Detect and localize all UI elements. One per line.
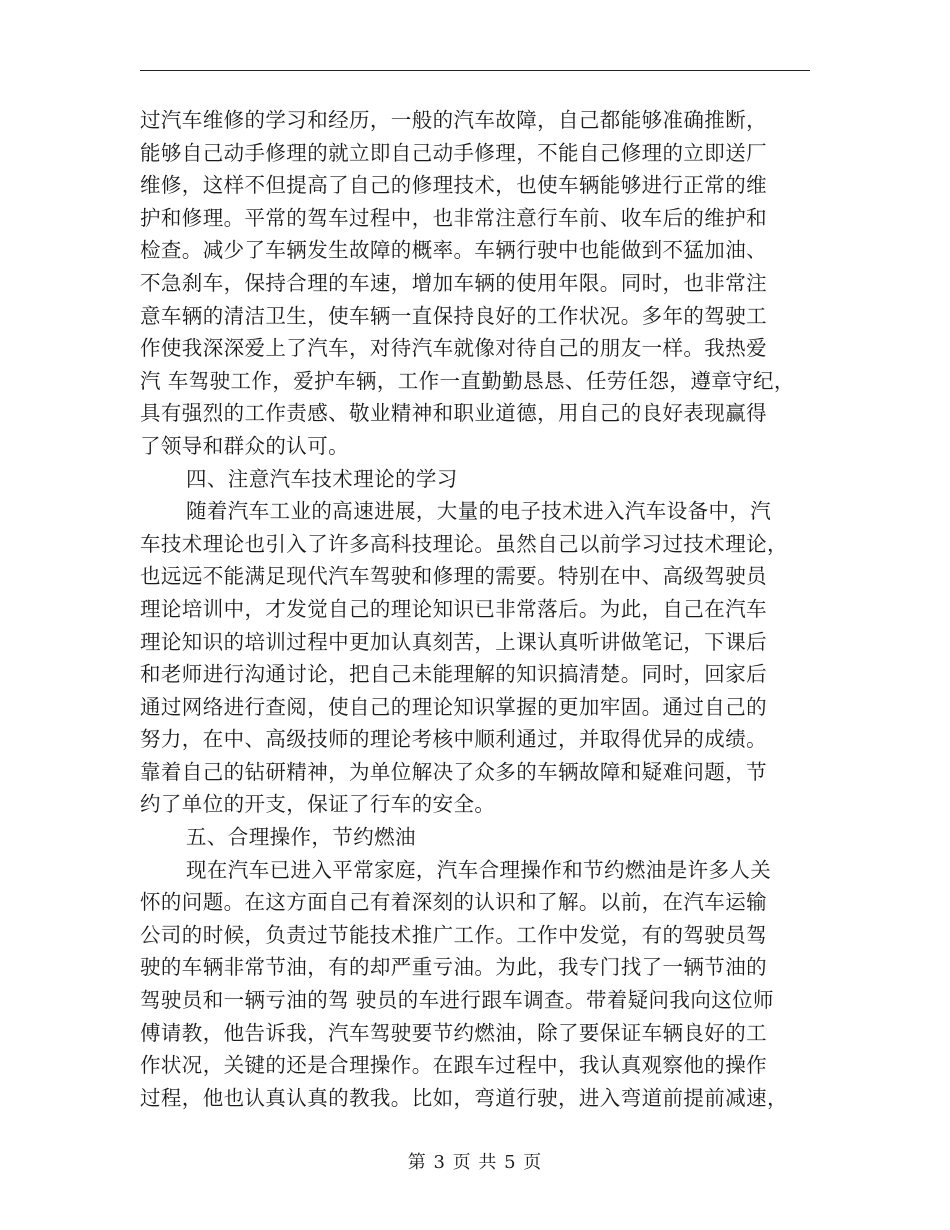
- text-line: 公司的时候，负责过节能技术推广工作。工作中发觉，有的驾驶员驾: [140, 922, 767, 947]
- header-rule: [140, 70, 810, 71]
- text-line: 驶的车辆非常节油，有的却严重亏油。为此，我专门找了一辆节油的: [140, 955, 767, 980]
- page-footer: 第 3 页 共 5 页: [407, 1152, 543, 1173]
- text-line: 意车辆的清洁卫生，使车辆一直保持良好的工作状况。多年的驾驶工: [140, 303, 767, 328]
- document-body: [140, 104, 820, 1114]
- text-line: 也远远不能满足现代汽车驾驶和修理的需要。特别在中、高级驾驶员: [140, 564, 767, 589]
- text-line: 检查。减少了车辆发生故障的概率。车辆行驶中也能做到不猛加油、: [140, 238, 767, 263]
- text-line: 不急刹车，保持合理的车速，增加车辆的使用年限。同时，也非常注: [140, 270, 767, 295]
- text-line: 汽 车驾驶工作，爱护车辆，工作一直勤勤恳恳、任劳任怨，遵章守纪，: [140, 368, 795, 393]
- text-line: 怀的问题。在这方面自己有着深刻的认识和了解。以前，在汽车运输: [140, 890, 767, 915]
- text-line: 过程，他也认真认真的教我。比如，弯道行驶，进入弯道前提前减速，: [140, 1085, 788, 1110]
- text-line: 了领导和群众的认可。: [140, 433, 349, 458]
- text-line: 傅请教，他告诉我，汽车驾驶要节约燃油，除了要保证车辆良好的工: [140, 1020, 767, 1045]
- text-line: 理论知识的培训过程中更加认真刻苦，上课认真听讲做笔记，下课后: [140, 629, 767, 654]
- text-line: 现在汽车已进入平常家庭，汽车合理操作和节约燃油是许多人关: [186, 857, 772, 882]
- text-line: 靠着自己的钻研精神，为单位解决了众多的车辆故障和疑难问题，节: [140, 759, 767, 784]
- text-line: 作使我深深爱上了汽车，对待汽车就像对待自己的朋友一样。我热爱: [140, 336, 767, 361]
- text-line: 具有强烈的工作责感、敬业精神和职业道德，用自己的良好表现赢得: [140, 401, 767, 426]
- text-line: 四、注意汽车技术理论的学习: [186, 466, 458, 491]
- text-line: 努力，在中、高级技师的理论考核中顺利通过，并取得优异的成绩。: [140, 727, 767, 752]
- text-line: 通过网络进行查阅，使自己的理论知识掌握的更加牢固。通过自己的: [140, 694, 767, 719]
- text-line: 作状况，关键的还是合理操作。在跟车过程中，我认真观察他的操作: [140, 1053, 767, 1078]
- text-line: 过汽车维修的学习和经历，一般的汽车故障，自己都能够准确推断，: [140, 108, 767, 132]
- text-line: 驾驶员和一辆亏油的驾 驶员的车进行跟车调查。带着疑问我向这位师: [140, 988, 774, 1013]
- text-line: 随着汽车工业的高速进展，大量的电子技术进入汽车设备中，汽: [186, 499, 772, 524]
- text-line: 和老师进行沟通讨论，把自己未能理解的知识搞清楚。同时，回家后: [140, 662, 767, 687]
- text-line: 护和修理。平常的驾车过程中，也非常注意行车前、收车后的维护和: [140, 205, 767, 230]
- text-line: 理论培训中，才发觉自己的理论知识已非常落后。为此，自己在汽车: [140, 596, 767, 621]
- text-line: 车技术理论也引入了许多高科技理论。虽然自己以前学习过技术理论，: [140, 531, 788, 556]
- text-line: 维修，这样不但提高了自己的修理技术，也使车辆能够进行正常的维: [140, 173, 767, 198]
- text-line: 五、合理操作，节约燃油: [186, 825, 416, 850]
- text-line: 约了单位的开支，保证了行车的安全。: [140, 792, 496, 817]
- text-line: 能够自己动手修理的就立即自己动手修理，不能自己修理的立即送厂: [140, 140, 767, 165]
